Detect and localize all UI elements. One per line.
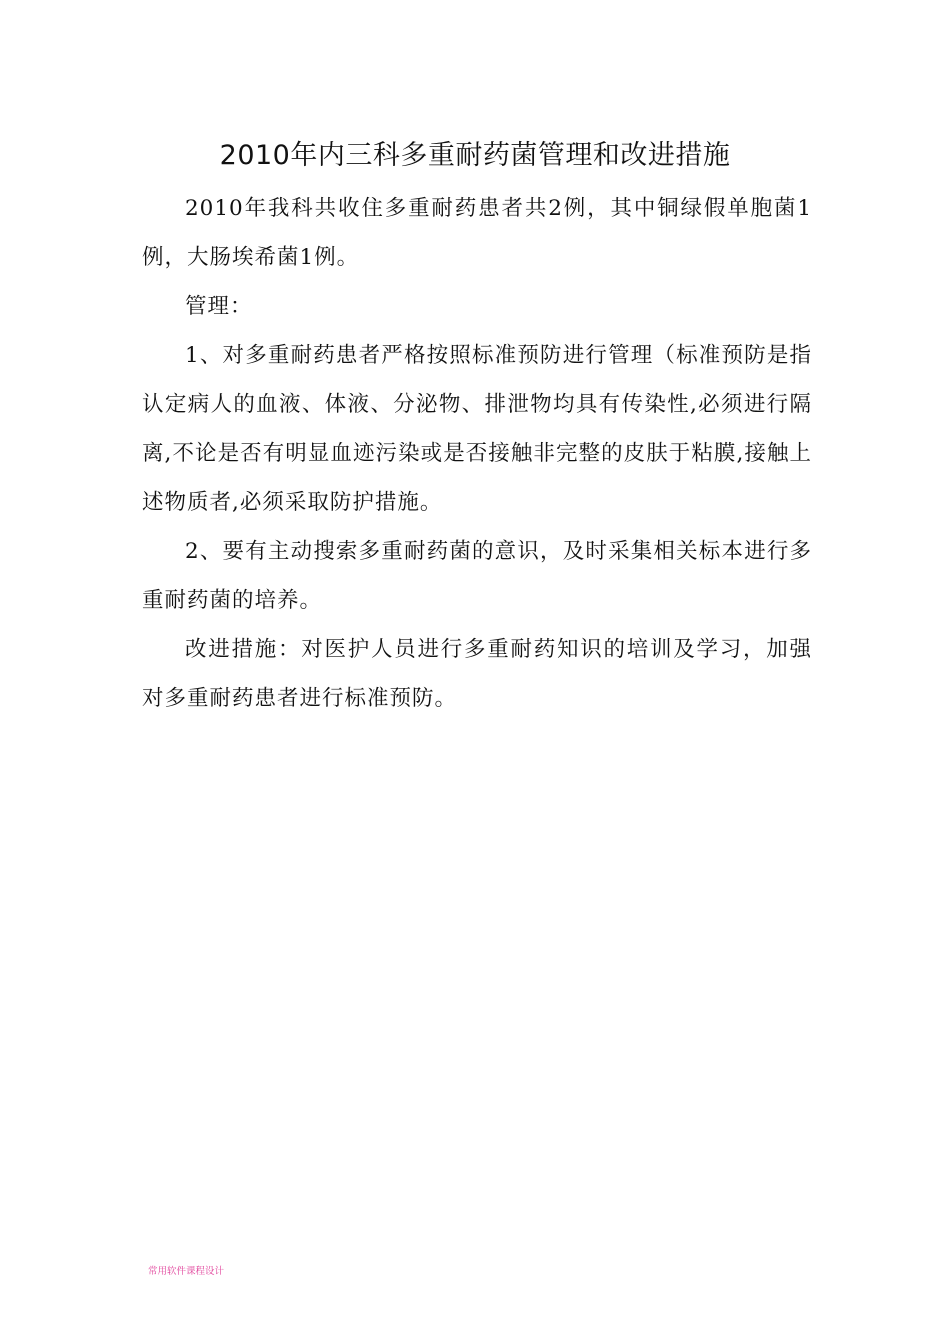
paragraph-improvement-measures: 改进措施：对医护人员进行多重耐药知识的培训及学习，加强对多重耐药患者进行标准预防。 xyxy=(142,637,812,711)
paragraph-management-heading: 管理： xyxy=(185,294,253,319)
document-body xyxy=(142,184,812,723)
paragraph-management-item-1: 1、对多重耐药患者严格按照标准预防进行管理（标准预防是指认定病人的血液、体液、分泌物、排泄物均具有传染性,必须进行隔离,不论是否有明显血迹污染或是否接触非完整的皮肤于粘膜,接触上述物质者,必须采取防护措施。 xyxy=(142,343,812,515)
paragraph-management-item-2: 2、要有主动搜索多重耐药菌的意识，及时采集相关标本进行多重耐药菌的培养。 xyxy=(142,539,812,613)
document-title: 2010年内三科多重耐药菌管理和改进措施 xyxy=(219,140,731,171)
footer-watermark: 常用软件课程设计 xyxy=(148,1266,225,1277)
paragraph-summary: 2010年我科共收住多重耐药患者共2例，其中铜绿假单胞菌1例，大肠埃希菌1例。 xyxy=(142,196,812,270)
